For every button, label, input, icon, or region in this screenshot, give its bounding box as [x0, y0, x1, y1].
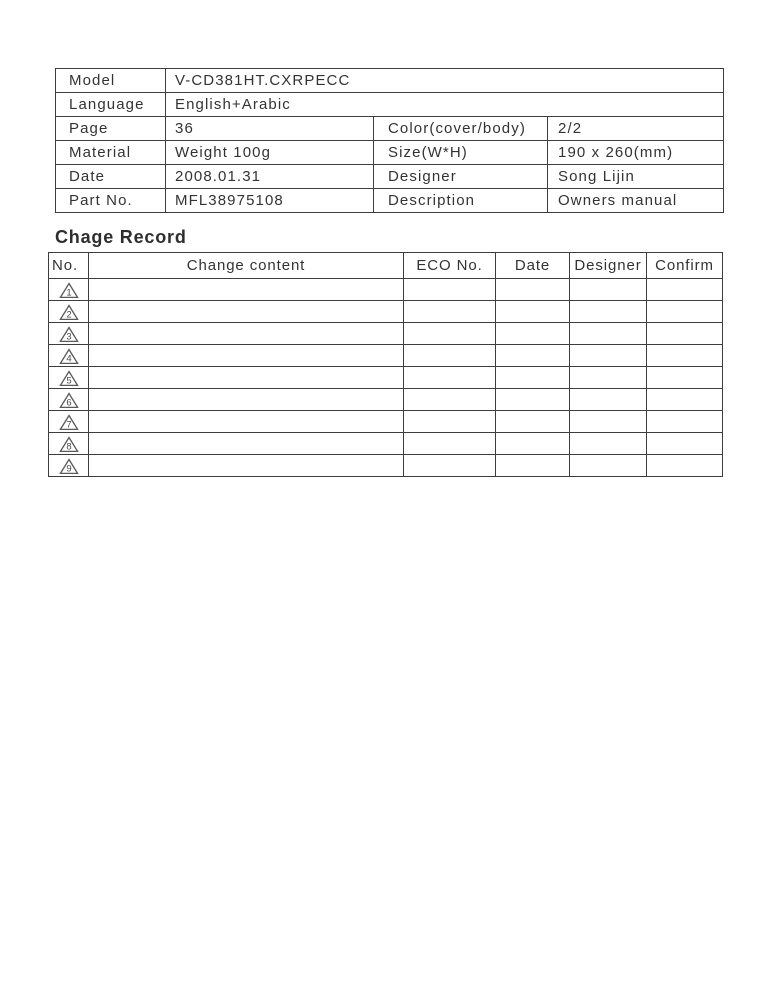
eco-no-cell	[404, 301, 496, 323]
svg-text:3: 3	[65, 330, 72, 342]
spec-size-value: 190 x 260(mm)	[548, 141, 724, 165]
spec-date-label: Date	[56, 165, 166, 189]
spec-model-label: Model	[56, 69, 166, 93]
confirm-cell	[647, 455, 723, 477]
confirm-cell	[647, 433, 723, 455]
spec-color-label: Color(cover/body)	[374, 117, 548, 141]
spec-designer-label: Designer	[374, 165, 548, 189]
svg-text:8: 8	[65, 440, 72, 452]
designer-cell	[570, 323, 647, 345]
confirm-cell	[647, 411, 723, 433]
change-record-header-row	[49, 253, 723, 279]
spec-description-label: Description	[374, 189, 548, 213]
change-record-body	[49, 279, 723, 477]
date-cell	[496, 301, 570, 323]
spec-page-value: 36	[166, 117, 374, 141]
col-header-change-content: Change content	[89, 253, 404, 279]
change-record-heading: Chage Record	[55, 227, 187, 247]
designer-cell	[570, 411, 647, 433]
svg-text:6: 6	[65, 396, 72, 408]
eco-no-cell	[404, 367, 496, 389]
date-cell	[496, 367, 570, 389]
change-record-row	[49, 345, 723, 367]
date-cell	[496, 389, 570, 411]
spec-model-value: V-CD381HT.CXRPECC	[166, 69, 724, 93]
spec-page-label: Page	[56, 117, 166, 141]
change-content-cell	[89, 323, 404, 345]
col-header-designer: Designer	[570, 253, 647, 279]
change-content-cell	[89, 389, 404, 411]
designer-cell	[570, 455, 647, 477]
revision-triangle-icon	[59, 326, 79, 343]
change-record-row	[49, 301, 723, 323]
date-cell	[496, 411, 570, 433]
revision-triangle-icon	[59, 436, 79, 453]
spec-row-language	[56, 93, 724, 117]
spec-designer-value: Song Lijin	[548, 165, 724, 189]
revision-triangle-icon	[59, 414, 79, 431]
change-record-row	[49, 367, 723, 389]
spec-table	[55, 68, 724, 213]
col-header-confirm: Confirm	[647, 253, 723, 279]
confirm-cell	[647, 345, 723, 367]
col-header-no: No.	[49, 253, 89, 279]
designer-cell	[570, 279, 647, 301]
spec-row-material-size	[56, 141, 724, 165]
change-record-row	[49, 323, 723, 345]
row-number-cell	[49, 455, 89, 477]
eco-no-cell	[404, 345, 496, 367]
confirm-cell	[647, 367, 723, 389]
change-content-cell	[89, 433, 404, 455]
confirm-cell	[647, 279, 723, 301]
svg-text:5: 5	[65, 374, 72, 386]
spec-row-date-designer	[56, 165, 724, 189]
row-number-cell	[49, 389, 89, 411]
change-content-cell	[89, 411, 404, 433]
revision-triangle-icon	[59, 282, 79, 299]
row-number-cell	[49, 323, 89, 345]
row-number-cell	[49, 279, 89, 301]
eco-no-cell	[404, 389, 496, 411]
row-number-cell	[49, 367, 89, 389]
spec-partno-value: MFL38975108	[166, 189, 374, 213]
change-content-cell	[89, 455, 404, 477]
revision-triangle-icon	[59, 458, 79, 475]
confirm-cell	[647, 389, 723, 411]
spec-size-label: Size(W*H)	[374, 141, 548, 165]
revision-triangle-icon	[59, 348, 79, 365]
confirm-cell	[647, 323, 723, 345]
eco-no-cell	[404, 323, 496, 345]
change-record-row	[49, 411, 723, 433]
spec-description-value: Owners manual	[548, 189, 724, 213]
designer-cell	[570, 301, 647, 323]
eco-no-cell	[404, 433, 496, 455]
svg-text:4: 4	[65, 352, 72, 364]
eco-no-cell	[404, 455, 496, 477]
change-record-row	[49, 433, 723, 455]
change-record-row	[49, 279, 723, 301]
col-header-date: Date	[496, 253, 570, 279]
change-content-cell	[89, 301, 404, 323]
revision-triangle-icon	[59, 304, 79, 321]
date-cell	[496, 323, 570, 345]
spec-material-value: Weight 100g	[166, 141, 374, 165]
spec-date-value: 2008.01.31	[166, 165, 374, 189]
change-record-row	[49, 455, 723, 477]
date-cell	[496, 345, 570, 367]
spec-language-value: English+Arabic	[166, 93, 724, 117]
change-content-cell	[89, 345, 404, 367]
svg-text:1: 1	[65, 286, 72, 298]
svg-text:9: 9	[65, 462, 72, 474]
change-record-row	[49, 389, 723, 411]
date-cell	[496, 433, 570, 455]
spec-row-model	[56, 69, 724, 93]
spec-row-partno-description	[56, 189, 724, 213]
eco-no-cell	[404, 279, 496, 301]
eco-no-cell	[404, 411, 496, 433]
spec-color-value: 2/2	[548, 117, 724, 141]
row-number-cell	[49, 345, 89, 367]
spec-row-page-color	[56, 117, 724, 141]
date-cell	[496, 455, 570, 477]
designer-cell	[570, 433, 647, 455]
revision-triangle-icon	[59, 370, 79, 387]
change-record-table	[48, 252, 723, 477]
designer-cell	[570, 345, 647, 367]
row-number-cell	[49, 301, 89, 323]
row-number-cell	[49, 411, 89, 433]
designer-cell	[570, 367, 647, 389]
svg-text:7: 7	[65, 418, 72, 430]
col-header-eco-no: ECO No.	[404, 253, 496, 279]
row-number-cell	[49, 433, 89, 455]
revision-triangle-icon	[59, 392, 79, 409]
spec-partno-label: Part No.	[56, 189, 166, 213]
spec-language-label: Language	[56, 93, 166, 117]
svg-text:2: 2	[65, 308, 72, 320]
change-content-cell	[89, 367, 404, 389]
confirm-cell	[647, 301, 723, 323]
change-content-cell	[89, 279, 404, 301]
date-cell	[496, 279, 570, 301]
designer-cell	[570, 389, 647, 411]
spec-material-label: Material	[56, 141, 166, 165]
